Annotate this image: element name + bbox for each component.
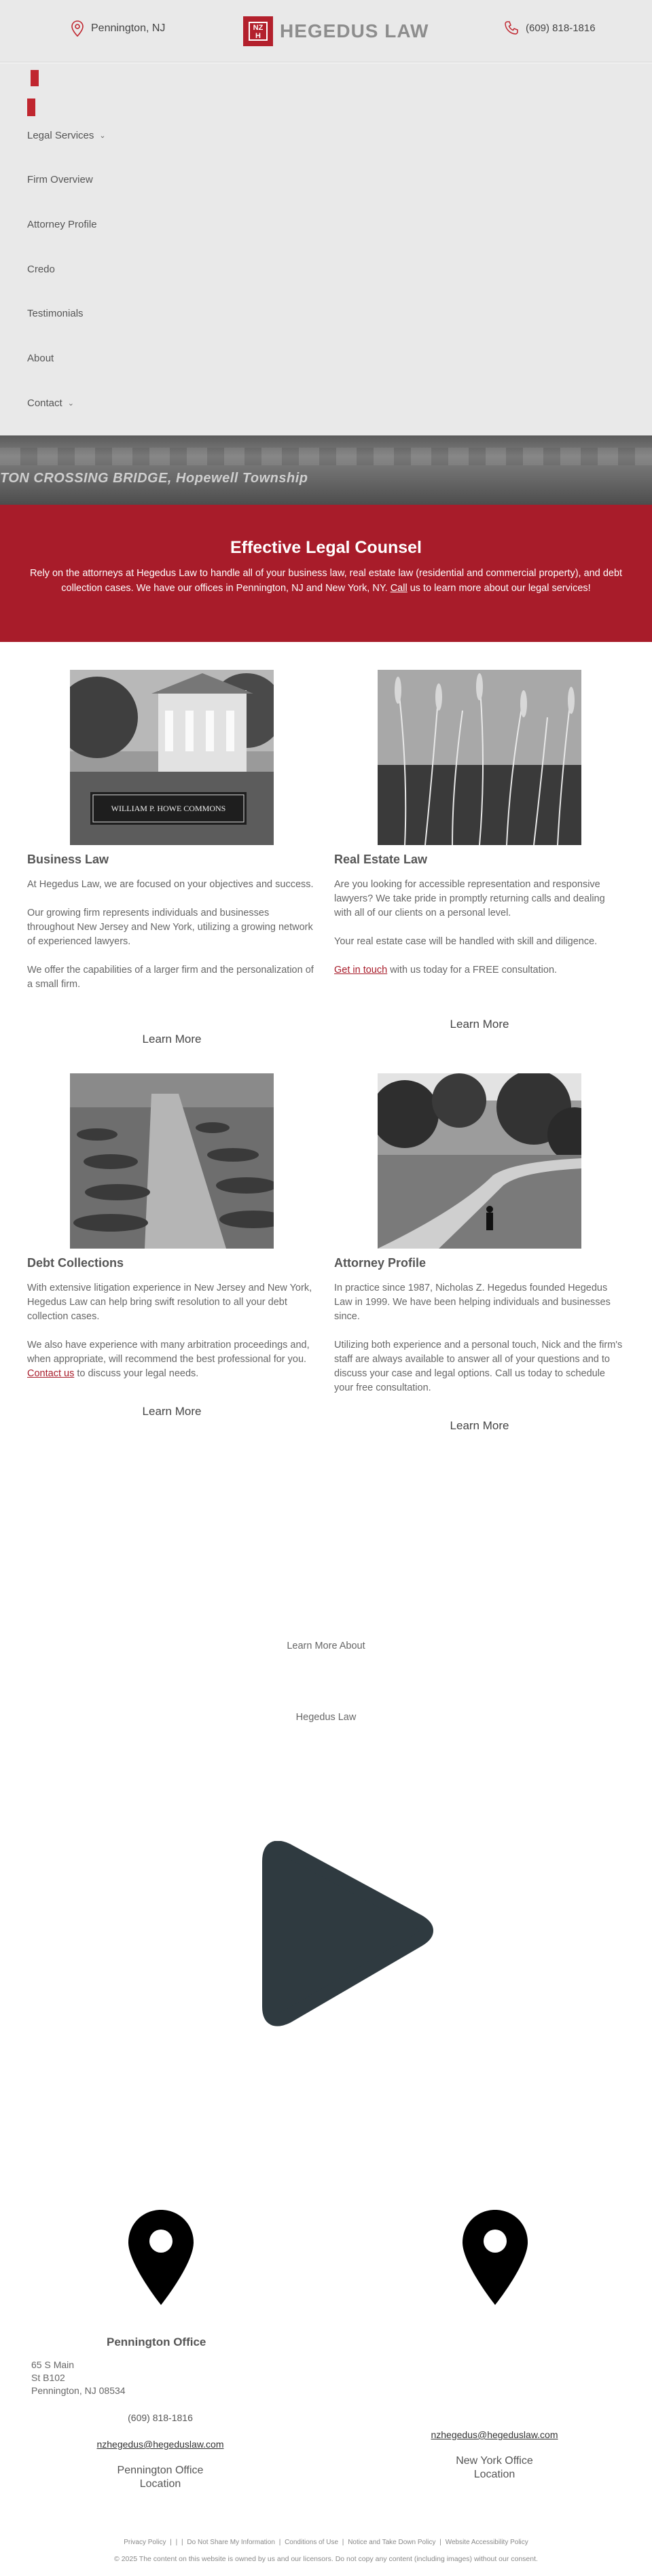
chevron-down-icon: ⌄ [67, 399, 74, 408]
location-text: Pennington, NJ [91, 22, 166, 34]
nav-item-credo[interactable] [27, 264, 55, 275]
conditions-of-use-link[interactable]: Conditions of Use [285, 2539, 339, 2546]
attorney-profile-photo [378, 1073, 581, 1249]
footer-links [0, 2539, 652, 2546]
hegedus-law-link[interactable]: Hegedus Law [295, 1712, 357, 1723]
nav-label: Credo [27, 264, 55, 275]
logo-mark [243, 16, 273, 46]
nav-label: About [27, 353, 54, 364]
menu-toggle-bar[interactable] [27, 99, 35, 116]
paragraph-after: to discuss your legal needs. [77, 1368, 199, 1379]
business-law-photo [70, 670, 274, 845]
separator: | [439, 2539, 441, 2546]
new-york-email [393, 2429, 596, 2440]
email-link[interactable]: nzhegedus@hegeduslaw.com [431, 2429, 558, 2440]
play-video-icon[interactable] [257, 1841, 433, 2045]
nav-item-attorney-profile[interactable] [27, 219, 97, 230]
pennington-address [31, 2359, 126, 2397]
business-law-learn-more[interactable]: Learn More [142, 1033, 202, 1045]
paragraph: Your real estate case will be handled with skill and diligence. [334, 936, 598, 947]
location-label: Location [139, 2478, 181, 2490]
main-nav [0, 63, 652, 435]
intro-text-before: Rely on the attorneys at Hegedus Law to handle all of your business law, real estate law (residential and commercial property), and debt collection cases. We have our offices in Pennington, NJ and New York, NY. [29, 568, 623, 594]
email-link[interactable]: nzhegedus@hegeduslaw.com [96, 2439, 224, 2450]
debt-collections-title: Debt Collections [27, 1256, 124, 1270]
debt-collections-text [27, 1281, 318, 1395]
link-after-text: with us today for a FREE consultation. [390, 965, 558, 976]
logo-monogram: NZ H [249, 22, 268, 41]
separator: | [181, 2539, 183, 2546]
site-logo[interactable] [243, 16, 429, 46]
learn-more-about-link[interactable]: Learn More About [287, 1641, 365, 1651]
paragraph: Utilizing both experience and a personal touch, Nick and the firm's staff are always available to answer all of your questions and to discuss your case and legal options. Call us today to schedule your free consultation. [334, 1340, 623, 1393]
new-york-location-link[interactable] [393, 2454, 596, 2482]
map-pin-icon [71, 20, 84, 37]
pennington-email [58, 2439, 262, 2450]
accessibility-policy-link[interactable]: Website Accessibility Policy [445, 2539, 528, 2546]
business-law-text [27, 878, 318, 1006]
intro-title: Effective Legal Counsel [230, 538, 422, 557]
pennington-location-link[interactable] [58, 2464, 262, 2491]
paragraph [334, 963, 625, 978]
intro-text [27, 566, 625, 596]
real-estate-image [378, 670, 581, 845]
address-line: 65 S Main [31, 2359, 75, 2370]
intro-text-after: us to learn more about our legal services! [410, 583, 591, 594]
top-header [0, 0, 652, 62]
nav-label: Testimonials [27, 308, 84, 319]
chevron-down-icon: ⌄ [99, 132, 106, 140]
banner-texture [0, 448, 652, 465]
paragraph [27, 1338, 318, 1381]
nav-label: Contact [27, 397, 62, 409]
location-link[interactable] [71, 20, 165, 37]
notice-takedown-link[interactable]: Notice and Take Down Policy [348, 2539, 436, 2546]
paragraph: In practice since 1987, Nicholas Z. Hegedus founded Hegedus Law in 1999. We have been helping individuals and businesses since. [334, 1283, 611, 1322]
nav-item-about[interactable] [27, 353, 54, 364]
nav-label: Attorney Profile [27, 219, 97, 230]
hero-banner [0, 435, 652, 505]
paragraph: Our growing firm represents individuals and businesses throughout New Jersey and New York, utilizing a growing network of experienced lawyers. [27, 908, 313, 947]
business-law-image [70, 670, 274, 845]
nav-item-legal-services[interactable] [27, 130, 106, 141]
separator: | [175, 2539, 178, 2546]
do-not-share-link[interactable]: Do Not Share My Information [187, 2539, 275, 2546]
phone-text: (609) 818-1816 [526, 22, 596, 34]
attorney-profile-text [334, 1281, 625, 1410]
real-estate-text [334, 878, 625, 992]
real-estate-title: Real Estate Law [334, 853, 428, 866]
pennington-map-pin-icon[interactable] [128, 2210, 194, 2305]
separator: | [170, 2539, 172, 2546]
copyright-text: © 2025 The content on this website is owned by us and our licensors. Do not copy any content (including images) without our consent. [114, 2555, 538, 2563]
nav-item-contact[interactable] [27, 397, 74, 409]
nav-item-testimonials[interactable] [27, 308, 84, 319]
attorney-profile-image [378, 1073, 581, 1249]
new-york-map-pin-icon[interactable] [463, 2210, 528, 2305]
debt-collections-image [70, 1073, 274, 1249]
address-line: Pennington, NJ 08534 [31, 2385, 126, 2396]
contact-us-link[interactable]: Contact us [27, 1368, 75, 1379]
call-link[interactable]: Call [390, 583, 408, 594]
location-label: New York Office [456, 2455, 533, 2467]
location-label: Location [473, 2469, 515, 2480]
debt-collections-photo [70, 1073, 274, 1249]
nav-label: Legal Services [27, 130, 94, 141]
privacy-policy-link[interactable]: Privacy Policy [124, 2539, 166, 2546]
paragraph-before: We also have experience with many arbitration proceedings and, when appropriate, will recommend the best professional for you. [27, 1340, 310, 1365]
nav-item-firm-overview[interactable] [27, 174, 93, 185]
real-estate-learn-more[interactable]: Learn More [450, 1018, 509, 1031]
menu-toggle-bar[interactable] [31, 70, 39, 86]
debt-collections-learn-more[interactable]: Learn More [142, 1405, 202, 1418]
paragraph: Are you looking for accessible representation and responsive lawyers? We take pride in promptly returning calls and dealing with all of our clients on a personal level. [334, 879, 605, 918]
separator: | [278, 2539, 281, 2546]
real-estate-photo [378, 670, 581, 845]
location-label: Pennington Office [117, 2465, 204, 2476]
separator: | [342, 2539, 344, 2546]
attorney-profile-title: Attorney Profile [334, 1256, 427, 1270]
attorney-profile-learn-more[interactable]: Learn More [450, 1419, 509, 1432]
banner-caption: TON CROSSING BRIDGE, Hopewell Township [0, 471, 308, 486]
phone-icon [504, 20, 519, 35]
address-line: St B102 [31, 2372, 65, 2383]
phone-link[interactable] [504, 20, 596, 35]
sign-text: WILLIAM P. HOWE COMMONS [111, 804, 226, 813]
logo-text: HEGEDUS LAW [280, 20, 429, 41]
paragraph: At Hegedus Law, we are focused on your objectives and success. [27, 879, 314, 890]
paragraph: We offer the capabilities of a larger firm and the personalization of a small firm. [27, 965, 314, 990]
business-law-title: Business Law [27, 853, 109, 866]
intro-section [0, 505, 652, 642]
pennington-phone[interactable]: (609) 818-1816 [128, 2412, 193, 2423]
nav-label: Firm Overview [27, 174, 93, 185]
pennington-office-title: Pennington Office [107, 2336, 206, 2348]
get-in-touch-link[interactable]: Get in touch [334, 965, 388, 976]
paragraph: With extensive litigation experience in New Jersey and New York, Hegedus Law can help bring swift resolution to all your debt collection cases. [27, 1283, 312, 1322]
